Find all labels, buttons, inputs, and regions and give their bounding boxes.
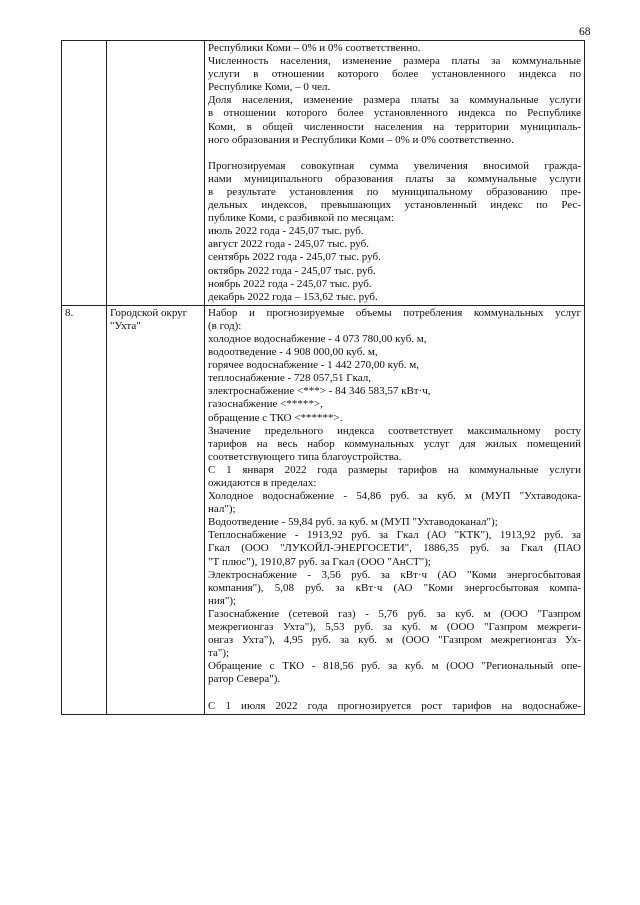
text-line: Прогнозируемая совокупная сумма увеличения вносимой гражда-: [208, 159, 581, 172]
text-line: сентябрь 2022 года - 245,07 тыс. руб.: [208, 251, 381, 264]
text-line: июль 2022 года - 245,07 тыс. руб.: [208, 225, 364, 238]
text-line: ния");: [208, 594, 237, 607]
text-line: соответствующего типа благоустройства.: [208, 450, 402, 463]
text-line: Доля населения, изменение размера платы за коммунальные услуги: [208, 94, 581, 107]
municipality-cell: [107, 41, 205, 306]
blank-line: [208, 687, 581, 700]
text-line: горячее водоснабжение - 1 442 270,00 куб. м,: [208, 359, 419, 372]
table-row-8: [62, 305, 585, 714]
text-line: ного образования и Республики Коми – 0% и 0% соответственно.: [208, 133, 514, 146]
text-line: Республике Коми, – 0 чел.: [208, 81, 331, 94]
text-line: декабрь 2022 года – 153,62 тыс. руб.: [208, 290, 378, 303]
text-line: та");: [208, 647, 230, 660]
row-number: 8.: [62, 305, 107, 714]
text-line: Теплоснабжение - 1913,92 руб. за Гкал (АО "КТК"), 1913,92 руб. за: [208, 529, 581, 542]
description-text: [208, 42, 581, 304]
text-line: ожидаются в пределах:: [208, 477, 317, 489]
text-line: Водоотведение - 59,84 руб. за куб. м (МУП "Ухтаводоканал");: [208, 516, 498, 529]
text-line: октябрь 2022 года - 245,07 тыс. руб.: [208, 264, 376, 277]
text-line: Республики Коми – 0% и 0% соответственно.: [208, 42, 421, 54]
text-line: онгаз Ухта"), 4,95 руб. за куб. м (ООО "Газпром межрегионгаз Ух-: [208, 634, 581, 647]
text-line: в результате установления по муниципальному образованию пре-: [208, 185, 581, 198]
text-line: Обращение с ТКО - 818,56 руб. за куб. м (ООО "Региональный опе-: [208, 660, 581, 673]
text-line: дельных индексов, превышающих установленный индекс по Рес-: [208, 199, 581, 212]
text-line: публике Коми, с разбивкой по месяцам:: [208, 212, 395, 225]
description-text: [208, 307, 581, 713]
text-line: Набор и прогнозируемые объемы потребления коммунальных услуг: [208, 306, 581, 319]
text-line: август 2022 года - 245,07 тыс. руб.: [208, 238, 369, 251]
text-line: газоснабжение <*****>,: [208, 398, 323, 411]
text-line: Холодное водоснабжение - 54,86 руб. за куб. м (МУП "Ухтаводока-: [208, 490, 581, 503]
text-line: ратор Севера").: [208, 673, 281, 686]
description-cell: [205, 41, 585, 306]
text-line: (в год):: [208, 319, 242, 332]
text-line: Газоснабжение (сетевой газ) - 5,76 руб. за куб. м (ООО "Газпром: [208, 607, 581, 620]
text-line: "Т плюс"), 1910,87 руб. за Гкал (ООО "АнСТ");: [208, 555, 431, 568]
municipality-line: "Ухта": [110, 319, 141, 332]
text-line: С 1 июля 2022 года прогнозируется рост тарифов на водоснабже-: [208, 699, 581, 712]
page-number: 68: [579, 26, 591, 38]
municipality-line: Городской округ: [110, 306, 188, 319]
text-line: теплоснабжение - 728 057,51 Гкал,: [208, 372, 371, 385]
text-line: компания"), 5,08 руб. за кВт·ч (АО "Коми энергосбытовая компа-: [208, 581, 581, 594]
text-line: Значение предельного индекса соответствует максимальному росту: [208, 424, 581, 437]
text-line: Гкал (ООО "ЛУКОЙЛ-ЭНЕРГОСЕТИ", 1886,35 руб. за Гкал (ПАО: [208, 542, 581, 555]
text-line: Численность населения, изменение размера платы за коммунальные: [208, 55, 581, 68]
text-line: нал");: [208, 503, 236, 516]
description-cell: [205, 305, 585, 714]
municipality-name: [107, 305, 205, 714]
row-number-cell: [62, 41, 107, 306]
text-line: тарифов на весь набор коммунальных услуг для жилых помещений: [208, 437, 581, 450]
table-row-continued: [62, 41, 585, 306]
text-line: электроснабжение <***> - 84 346 583,57 кВт·ч,: [208, 385, 431, 398]
text-line: Электроснабжение - 3,56 руб. за кВт·ч (АО "Коми энергосбытовая: [208, 568, 581, 581]
text-line: нами муниципального образования платы за коммунальные услуги: [208, 172, 581, 185]
text-line: холодное водоснабжение - 4 073 780,00 куб. м,: [208, 332, 427, 345]
text-line: обращение с ТКО <******>.: [208, 411, 343, 424]
text-line: С 1 января 2022 года размеры тарифов на коммунальные услуги: [208, 463, 581, 476]
text-line: услуги в отношении которого более установленного индекса по: [208, 68, 581, 81]
tariff-table: [61, 40, 585, 715]
text-line: водоотведение - 4 908 000,00 куб. м,: [208, 346, 378, 359]
text-line: ноябрь 2022 года - 245,07 тыс. руб.: [208, 277, 372, 290]
blank-line: [208, 147, 581, 160]
text-line: межрегионгаз Ухта"), 5,53 руб. за куб. м (ООО "Газпром межреги-: [208, 621, 581, 634]
text-line: Коми, в общей численности населения на территории муниципаль-: [208, 120, 581, 133]
text-line: в отношении которого более установленного индекса по Республике: [208, 107, 581, 120]
